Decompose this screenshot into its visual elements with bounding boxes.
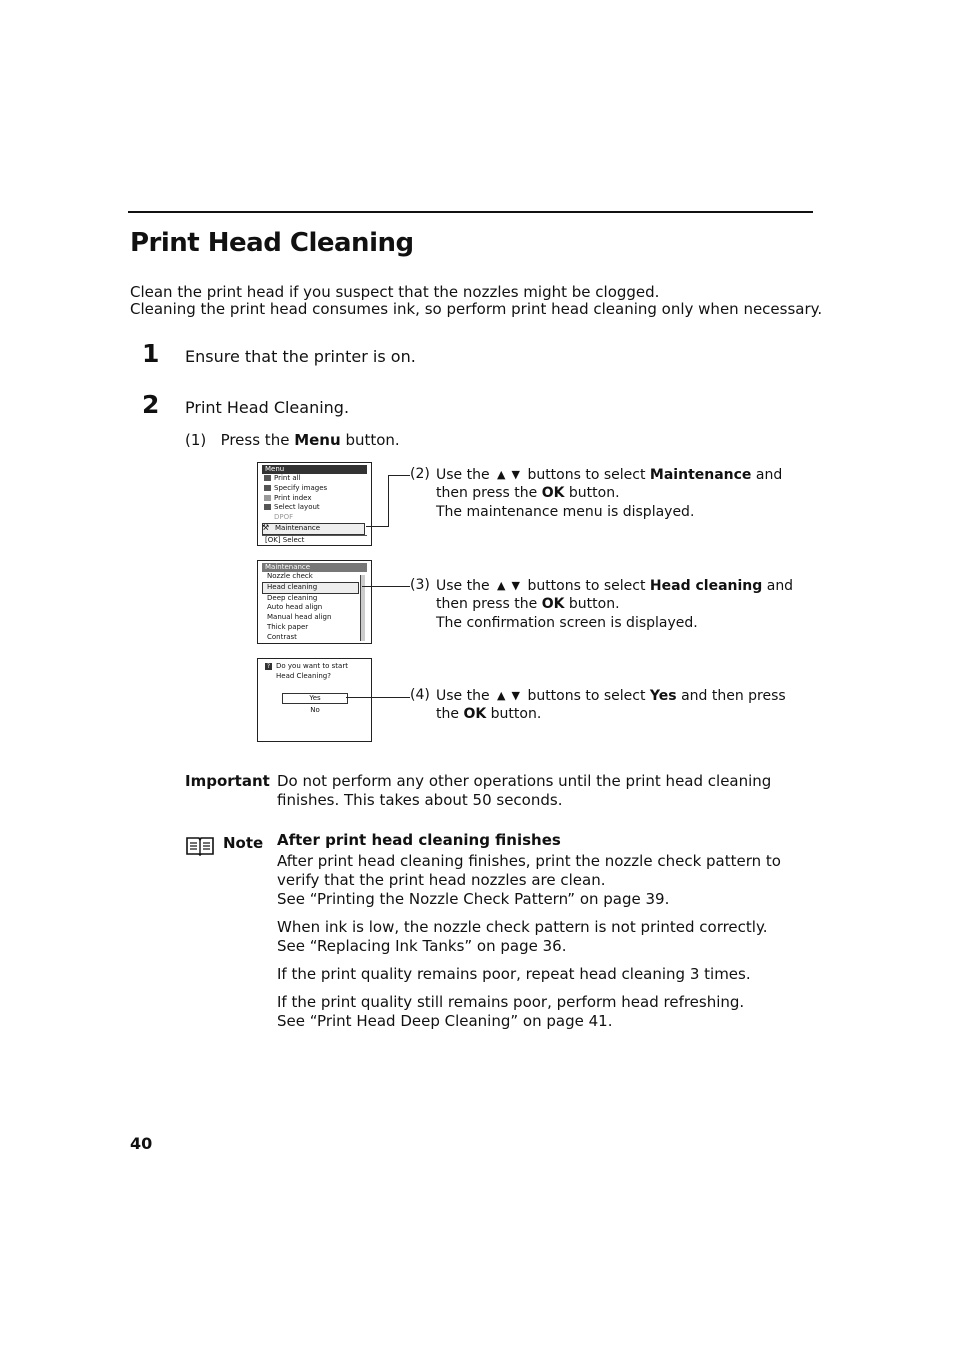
note-label: Note: [223, 834, 264, 852]
caption-2-number: (2): [410, 466, 430, 482]
page-title: Print Head Cleaning: [130, 228, 414, 258]
lcd-confirm-screen: [257, 658, 372, 742]
down-arrow-icon: ▼: [511, 689, 520, 702]
lcd-confirm-line-1: Do you want to start: [276, 662, 348, 670]
substep-1-post: button.: [340, 431, 400, 449]
lcd-menu-item-selected: ⚒ Maintenance: [262, 523, 365, 535]
up-arrow-icon: ▲: [497, 579, 506, 592]
step-1-number: 1: [142, 339, 160, 368]
note-heading: After print head cleaning finishes: [277, 831, 561, 849]
lcd-maintenance-header: Maintenance: [262, 563, 367, 572]
up-arrow-icon: ▲: [497, 689, 506, 702]
step-2-text: Print Head Cleaning.: [185, 398, 350, 417]
print-index-icon: [264, 495, 271, 501]
step-2-number: 2: [142, 390, 160, 419]
caption-4-number: (4): [410, 687, 430, 703]
lcd-menu-screen: [257, 462, 372, 546]
important-label: Important: [185, 772, 270, 790]
lcd-menu-item: Specify images: [262, 484, 367, 494]
connector-line: [362, 586, 410, 587]
note-paragraph-2: When ink is low, the nozzle check pattern is not printed correctly. See “Replacing Ink Tanks” on page 36.: [277, 918, 768, 955]
connector-line: [388, 475, 389, 527]
lcd-maintenance-item: Auto head align: [267, 603, 323, 612]
lcd-no-option: No: [310, 706, 320, 714]
lcd-confirm-line-2: Head Cleaning?: [276, 672, 331, 680]
caption-step-2: (2) Use the ▲ ▼ buttons to select Maintenance and then press the OK button. The maintenance menu is displayed.: [410, 466, 783, 520]
substep-1: [185, 431, 400, 449]
lcd-menu-item: Print all: [262, 474, 367, 484]
substep-1-menu: Menu: [294, 431, 341, 449]
connector-line: [366, 526, 388, 527]
question-icon: ?: [266, 663, 271, 670]
page-number: 40: [130, 1134, 153, 1153]
specify-images-icon: [264, 485, 271, 491]
important-text: Do not perform any other operations until the print head cleaning finishes. This takes about 50 seconds.: [277, 772, 772, 809]
substep-1-pre: Press the: [220, 431, 295, 449]
lcd-menu-item: Select layout: [262, 503, 367, 513]
down-arrow-icon: ▼: [511, 579, 520, 592]
note-paragraph-4: If the print quality still remains poor, perform head refreshing. See “Print Head Deep Cleaning” on page 41.: [277, 993, 745, 1030]
connector-line: [346, 697, 410, 698]
lcd-menu-item: DPOF: [274, 513, 294, 522]
lcd-maintenance-screen: [257, 560, 372, 644]
intro-line-2: Cleaning the print head consumes ink, so perform print head cleaning only when necessary.: [130, 300, 823, 318]
intro-text: [130, 284, 822, 318]
tools-icon: ⚒: [262, 522, 270, 532]
caption-step-3: (3) Use the ▲ ▼ buttons to select Head cleaning and then press the OK button. The confirmation screen is displayed.: [410, 577, 794, 631]
lcd-maintenance-item: Contrast: [267, 632, 297, 641]
lcd-maintenance-item: Deep cleaning: [267, 593, 318, 602]
lcd-menu-footer: [OK] Select: [262, 535, 367, 546]
lcd-menu-item: Print index: [262, 494, 367, 504]
lcd-maintenance-item: Thick paper: [267, 622, 309, 631]
down-arrow-icon: ▼: [511, 468, 520, 481]
caption-3-number: (3): [410, 577, 430, 593]
print-all-icon: [264, 475, 271, 481]
note-content: [277, 831, 781, 1031]
note-paragraph-3: If the print quality remains poor, repeat head cleaning 3 times.: [277, 965, 751, 983]
connector-line: [388, 475, 410, 476]
lcd-menu-header: Menu: [262, 465, 367, 474]
note-paragraph-1: After print head cleaning finishes, print the nozzle check pattern to verify that the print head nozzles are clean. See “Printing the Nozzle Check Pattern” on page 39.: [277, 852, 781, 908]
lcd-maintenance-item: Manual head align: [267, 613, 332, 622]
lcd-scrollbar: [360, 575, 365, 641]
lcd-maintenance-item-selected: Head cleaning: [262, 582, 359, 594]
caption-step-4: (4) Use the ▲ ▼ buttons to select Yes and then press the OK button.: [410, 687, 786, 722]
top-rule: [128, 211, 813, 213]
substep-1-number: (1): [185, 431, 207, 449]
intro-line-1: Clean the print head if you suspect that the nozzles might be clogged.: [130, 283, 660, 301]
select-layout-icon: [264, 504, 271, 510]
lcd-maintenance-item: Nozzle check: [267, 572, 313, 580]
step-1-text: Ensure that the printer is on.: [185, 347, 416, 366]
lcd-yes-option: Yes: [282, 693, 348, 704]
book-icon: [186, 836, 212, 854]
up-arrow-icon: ▲: [497, 468, 506, 481]
